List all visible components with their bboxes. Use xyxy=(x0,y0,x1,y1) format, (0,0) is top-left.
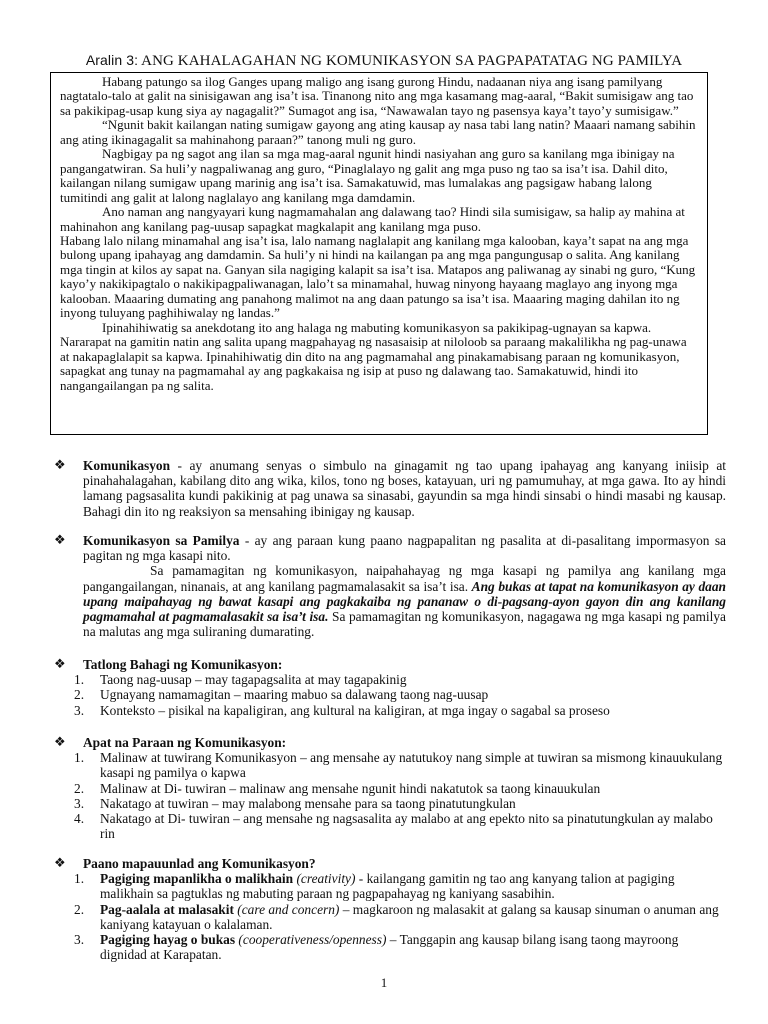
list-item: 2. Pag-aalala at malasakit (care and concern) – magkaroon ng malasakit at galang sa kausap sinuman o anuman ang kaniyang katayuan o kalalaman. xyxy=(74,901,719,932)
list-item: 1. Malinaw at tuwirang Komunikasyon – ang mensahe ay natutukoy nang simple at tuwiran sa mismong kinauukulang kasapi ng pamilya o kapwa xyxy=(74,750,723,781)
item-text: – magkaroon ng malasakit at galang sa kausap sinuman o anuman ang kaniyang katayuan o kalalaman. xyxy=(100,901,719,932)
item-bold: Pag-aalala at malasakit xyxy=(100,901,234,917)
definition-komunikasyon xyxy=(83,458,726,519)
term-label: Komunikasyon sa Pamilya xyxy=(83,533,240,548)
section-komunikasyon xyxy=(54,458,726,519)
list-item-text: Taong nag-uusap – may tagapagsalita at may tagapakinig xyxy=(100,672,407,688)
list-item-text: Nakatago at Di- tuwiran – ang mensahe ng nagsasalita ay malabo at ang epekto nito sa pinatutungkulan ay malabo rin xyxy=(100,811,713,842)
bullet-icon: ❖ xyxy=(54,856,66,871)
section-heading: Tatlong Bahagi ng Komunikasyon: xyxy=(83,657,283,672)
paragraph-text: Sa pamamagitan ng komunikasyon, naipahahayag ng mga kasapi ng pamilya ang kanilang mga pangangailangan, ninanais, at ang kanilang pagmamalasakit sa isa’t isa. xyxy=(83,563,726,594)
emphasis-text: Ang bukas at tapat na komunikasyon ay daan upang maipahayag ng bawat kasapi ang pagkakaiba ng pananaw o di-pagsang-ayon gayon din ang kanilang pagmamahal at pagmamalasakit sa isa’t isa. xyxy=(83,578,726,625)
bullet-icon: ❖ xyxy=(54,657,66,672)
paano-list xyxy=(54,871,726,962)
list-item-text: Konteksto – pisikal na kapaligiran, ang kultural na kaligiran, at mga ingay o sagabal sa proseso xyxy=(100,702,610,718)
section-heading: Apat na Paraan ng Komunikasyon: xyxy=(83,735,287,750)
list-item: 3. Nakatago at tuwiran – may malabong mensahe para sa taong pinatutungkulan xyxy=(74,795,516,811)
section-apat-na-paraan xyxy=(54,735,726,841)
list-item-text: Nakatago at tuwiran – may malabong mensahe para sa taong pinatutungkulan xyxy=(100,795,516,811)
term-label: Komunikasyon xyxy=(83,458,171,473)
item-bold: Pagiging hayag o bukas xyxy=(100,932,236,948)
item-italic: (care and concern) xyxy=(233,901,340,917)
story-paragraph: Ano naman ang nangyayari kung nagmamahalan ang dalawang tao? Hindi sila sumisigaw, sa halip ay mahina at mahinahon ang kanilang pag-uusap sapagkat magkalapit ang kanilang mga puso. xyxy=(60,204,685,234)
bullet-icon: ❖ xyxy=(54,458,66,473)
list-item: 2. Ugnayang namamagitan – maaring mabuo sa dalawang taong nag-uusap xyxy=(74,687,489,703)
item-bold: Pagiging mapanlikha o malikhain xyxy=(100,871,294,887)
definition-text: - ay anumang senyas o simbulo na ginagamit ng tao upang ipahayag ang kanyang iniisip at pinahahalagahan, kabilang dito ang wika, kilos, tono ng boses, katayuan, uri ng pamumuhay, at mga gawa. Ito ay hindi lamang pagsasalita kundi pakikinig at pag unawa sa sinasabi, gayundin sa mga hindi sinsabi o hindi masabi ng kausap. Bahagi din ito ng reaksiyon sa mensahing ibinigay ng kausap. xyxy=(83,458,726,519)
story-paragraph: Habang patungo sa ilog Ganges upang maligo ang isang gurong Hindu, nadaanan niya ang isang pamilyang nagtatalo-talo at galit na sinisigawan ang isa’t isa. Tinanong nito ang mga kasamang mag-aaral, “Bakit sumisigaw ang tao sa pakikipag-usap kung siya ay nagagalit?” Sumagot ang isa, “Nawawalan tayo ng pasensya kaya’t tayo’y sumisigaw.” xyxy=(60,74,694,118)
list-item: 4. Nakatago at Di- tuwiran – ang mensahe ng nagsasalita ay malabo at ang epekto nito sa pinatutungkulan ay malabo rin xyxy=(74,811,713,842)
tatlong-list xyxy=(54,672,726,718)
bullet-icon: ❖ xyxy=(54,533,66,548)
section-heading: Paano mapauunlad ang Komunikasyon? xyxy=(83,856,316,871)
story-paragraph: Habang lalo nilang minamahal ang isa’t isa, lalo namang naglalapit ang kanilang mga kalooban, kaya’t sapat na ang mga bulong upang ipahayag ang damdamin. Sa huli’y ni hindi na kailangan pa ang mga pangungusap o salita. Ang kanilang mga tingin at kilos ay sapat na. Ganyan sila nagiging kalapit sa isa’t isa. Matapos ang paliwanag ay sinabi ng guro, “Kung kayo’y nakikipagtalo o nakikipagpaliwanagan, lalo’t sa minamahal, huwag ninyong hayaang maglayo ang inyong mga kalooban. Maaaring dumating ang panahong malimot na ang daan patungo sa isa’t isa. Maaaring maging dahilan ito ng inyong tuluyang paghihiwalay ng landas.” xyxy=(60,232,696,321)
story-paragraph: “Ngunit bakit kailangan nating sumigaw gayong ang ating kausap ay nasa tabi lang natin? Maaari namang sabihin ang ating ikinagagalit sa mahinahong paraan?” tanong muli ng guro. xyxy=(60,117,696,147)
story-paragraph: Ipinahihiwatig sa anekdotang ito ang halaga ng mabuting komunikasyon sa pakikipag-ugnayan sa kapwa. Nararapat na gamitin natin ang salita upang magpahayag ng nasasaisip at niloloob sa paraang makalilikha ng pag-unawa at nakapaglalapit sa kapwa. Ipinahihiwatig din dito na ang pagmamahal ang pinakamabisang paraan ng komunikasyon, sapagkat ang tunay na pagmamahal ay ang pagkakaisa ng isip at puso ng dalawang tao. Samakatuwid, hindi ito nangangailangan pa ng salita. xyxy=(60,319,687,393)
anecdote-box xyxy=(50,72,708,435)
paragraph-text: Sa pamamagitan ng komunikasyon, nagagawa ng mga kasapi ng pamilya na malutas ang mga suliraning dumarating. xyxy=(83,609,726,640)
lesson-title: ANG KAHALAGAHAN NG KOMUNIKASYON SA PAGPAPATATAG NG PAMILYA xyxy=(141,53,683,69)
section-komunikasyon-sa-pamilya xyxy=(54,533,726,639)
page-title xyxy=(0,52,768,70)
pamilya-paragraph xyxy=(83,563,726,639)
section-paano-mapauunlad xyxy=(54,856,726,962)
list-item: 1. Taong nag-uusap – may tagapagsalita at may tagapakinig xyxy=(74,672,407,688)
list-item: 2. Malinaw at Di- tuwiran – malinaw ang mensahe ngunit hindi nakatutok sa taong kinauukulan xyxy=(74,780,601,796)
bullet-icon: ❖ xyxy=(54,735,66,750)
item-text: - kailangang gamitin ng tao ang kanyang talion at pagiging malikhain sa pagtuklas ng mabuting paraan ng pagpapahayag ng kaniyang sasabihin. xyxy=(100,871,675,902)
definition-text: - ay ang paraan kung paano nagpapalitan ng pasalita at di-pasalitang impormasyon sa pagitan ng mga kasapi nito. xyxy=(83,533,726,564)
apat-list xyxy=(54,750,726,841)
list-item-text: Ugnayang namamagitan – maaring mabuo sa dalawang taong nag-uusap xyxy=(100,687,489,703)
list-item: 3. Konteksto – pisikal na kapaligiran, ang kultural na kaligiran, at mga ingay o sagabal sa proseso xyxy=(74,702,610,718)
item-text: – Tanggapin ang kausap bilang isang taong mayroong dignidad at Karapatan. xyxy=(100,932,679,963)
list-item: 1. Pagiging mapanlikha o malikhain (creativity) - kailangang gamitin ng tao ang kanyang talion at pagiging malikhain sa pagtuklas ng mabuting paraan ng pagpapahayag ng kaniyang sasabihin. xyxy=(74,871,675,902)
list-item: 3. Pagiging hayag o bukas (cooperativeness/openness) – Tanggapin ang kausap bilang isang taong mayroong dignidad at Karapatan. xyxy=(74,932,679,963)
page-number: 1 xyxy=(380,975,388,990)
section-tatlong-bahagi xyxy=(54,657,726,718)
definition-pamilya xyxy=(83,533,726,563)
list-item-text: Malinaw at Di- tuwiran – malinaw ang mensahe ngunit hindi nakatutok sa taong kinauukulan xyxy=(100,780,601,796)
story-paragraph: Nagbigay pa ng sagot ang ilan sa mga mag-aaral ngunit hindi nasiyahan ang guro sa kanilang mga ibinigay na pangangatwiran. Sa huli’y nagpaliwanag ang guro, “Pinaglalayo ng galit ang mga puso ng tao sa isa’t isa. Dahil dito, kailangan nilang sumigaw upang marinig ang isa’t isa. Samakatuwid, mas lumalakas ang pagsigaw habang lalong tumitindi ang galit at lalong naglalayo ang kanilang mga damdamin. xyxy=(60,146,675,205)
list-item-text: Malinaw at tuwirang Komunikasyon – ang mensahe ay natutukoy nang simple at tuwiran sa mismong kinauukulang kasapi ng pamilya o kapwa xyxy=(100,750,723,781)
item-italic: (creativity) xyxy=(293,871,356,887)
item-italic: (cooperativeness/openness) xyxy=(235,932,387,948)
lesson-label: Aralin 3: xyxy=(85,52,139,68)
